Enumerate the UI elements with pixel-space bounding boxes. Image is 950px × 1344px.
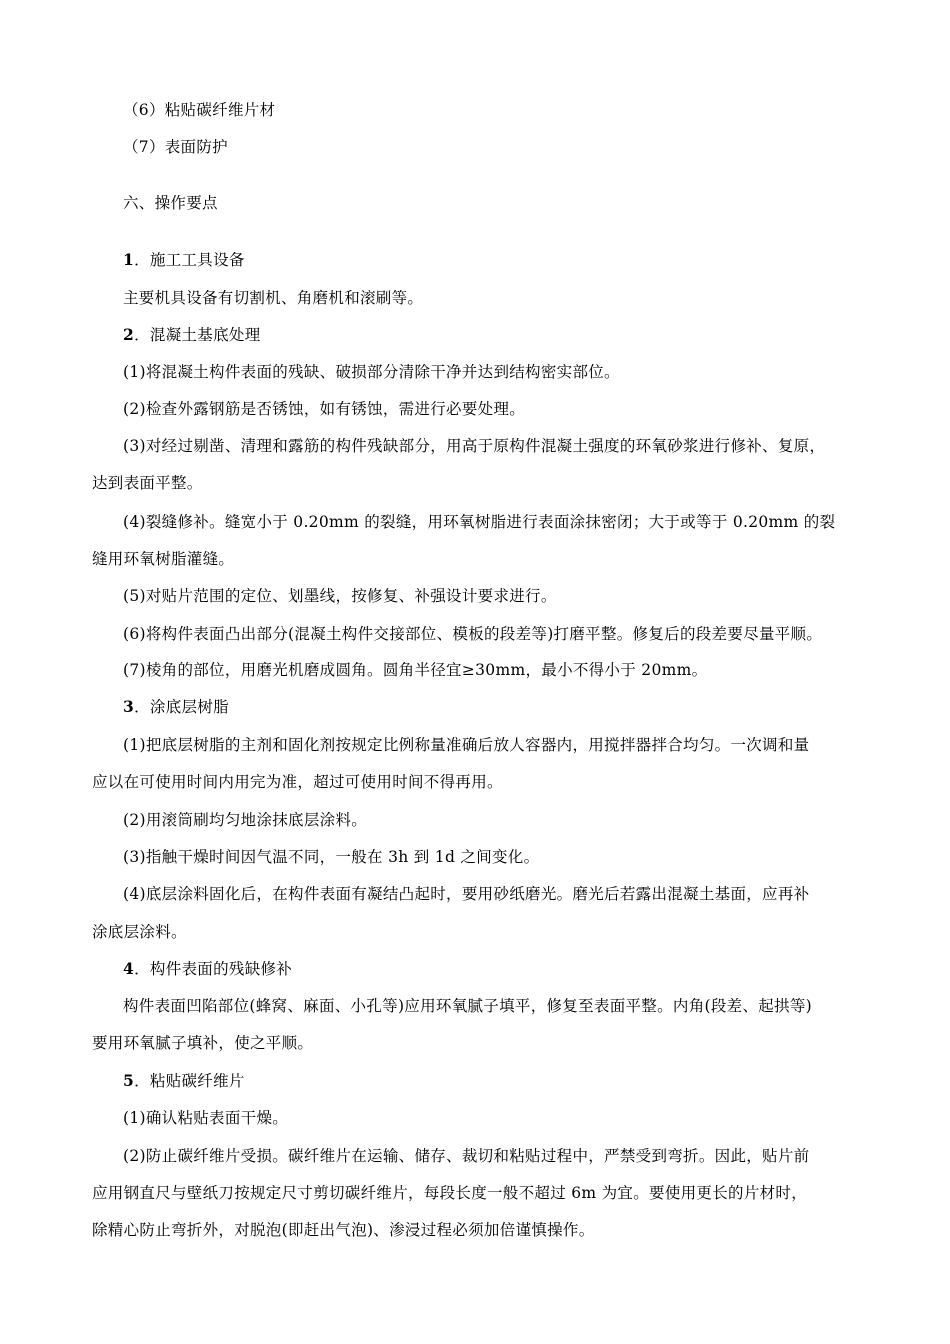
paragraph-line: 主要机具设备有切割机、角磨机和滚刷等。 <box>123 289 424 307</box>
subsection-title: ．施工工具设备 <box>134 251 245 269</box>
subsection-title: ．涂底层树脂 <box>134 698 229 716</box>
list-item: （6）粘贴碳纤维片材 <box>123 101 276 119</box>
paragraph-line: (7)棱角的部位，用磨光机磨成圆角。圆角半径宜≥30mm，最小不得小于 20mm。 <box>123 661 708 679</box>
paragraph-line: 构件表面凹陷部位(蜂窝、麻面、小孔等)应用环氧腻子填平，修复至表面平整。内角(段差、起拱等) <box>123 997 812 1015</box>
subsection-heading <box>0 697 950 717</box>
paragraph-line: (2)防止碳纤维片受损。碳纤维片在运输、储存、裁切和粘贴过程中，严禁受到弯折。因此，贴片前 <box>123 1147 810 1165</box>
paragraph-line: (1)确认粘贴表面干燥。 <box>123 1109 289 1127</box>
paragraph-line: (5)对贴片范围的定位、划墨线，按修复、补强设计要求进行。 <box>123 587 557 605</box>
paragraph-line: (1)将混凝土构件表面的残缺、破损部分清除干净并达到结构密实部位。 <box>123 363 620 381</box>
paragraph-line: 要用环氧腻子填补，使之平顺。 <box>92 1034 314 1052</box>
paragraph-line: (2)检查外露钢筋是否锈蚀，如有锈蚀，需进行必要处理。 <box>123 400 526 418</box>
subsection-heading <box>0 250 950 270</box>
paragraph-line: (6)将构件表面凸出部分(混凝土构件交接部位、模板的段差等)打磨平整。修复后的段差要尽量平顺。 <box>123 625 823 643</box>
paragraph-line: (3)对经过剔凿、清理和露筋的构件残缺部分，用高于原构件混凝土强度的环氧砂浆进行修补、复原， <box>123 437 826 455</box>
subsection-heading <box>0 325 950 345</box>
paragraph-line: (4)裂缝修补。缝宽小于 0.20mm 的裂缝，用环氧树脂进行表面涂抹密闭；大于或等于 0.20mm 的裂 <box>123 513 836 531</box>
subsection-title: ．构件表面的残缺修补 <box>134 960 293 978</box>
list-item: （7）表面防护 <box>123 138 228 156</box>
paragraph-line: (1)把底层树脂的主剂和固化剂按规定比例称量准确后放人容器内，用搅拌器拌合均匀。一次调和量 <box>123 736 810 754</box>
subsection-title: ．混凝土基底处理 <box>134 326 261 344</box>
subsection-heading <box>0 959 950 979</box>
subsection-number: 1 <box>123 250 135 269</box>
paragraph-line: 达到表面平整。 <box>92 474 203 492</box>
subsection-number: 3 <box>123 697 135 716</box>
paragraph-line: (2)用滚筒刷均匀地涂抹底层涂料。 <box>123 811 368 829</box>
paragraph-line: 应以在可使用时间内用完为准，超过可使用时间不得再用。 <box>92 773 503 791</box>
section-heading: 六、操作要点 <box>123 194 218 212</box>
paragraph-line: 除精心防止弯折外，对脱泡(即赶出气泡)、渗浸过程必须加倍谨慎操作。 <box>92 1221 595 1239</box>
subsection-heading <box>0 1071 950 1091</box>
subsection-title: ．粘贴碳纤维片 <box>134 1072 245 1090</box>
subsection-number: 4 <box>123 959 135 978</box>
paragraph-line: (4)底层涂料固化后，在构件表面有凝结凸起时，要用砂纸磨光。磨光后若露出混凝土基面，应再补 <box>123 885 810 903</box>
paragraph-line: 涂底层涂料。 <box>92 923 187 941</box>
subsection-number: 5 <box>123 1071 135 1090</box>
paragraph-line: 应用钢直尺与壁纸刀按规定尺寸剪切碳纤维片，每段长度一般不超过 6m 为宜。要使用更长的片材时， <box>92 1184 808 1202</box>
paragraph-line: (3)指触干燥时间因气温不同，一般在 3h 到 1d 之间变化。 <box>123 848 540 866</box>
subsection-number: 2 <box>123 325 135 344</box>
paragraph-line: 缝用环氧树脂灌缝。 <box>92 550 235 568</box>
